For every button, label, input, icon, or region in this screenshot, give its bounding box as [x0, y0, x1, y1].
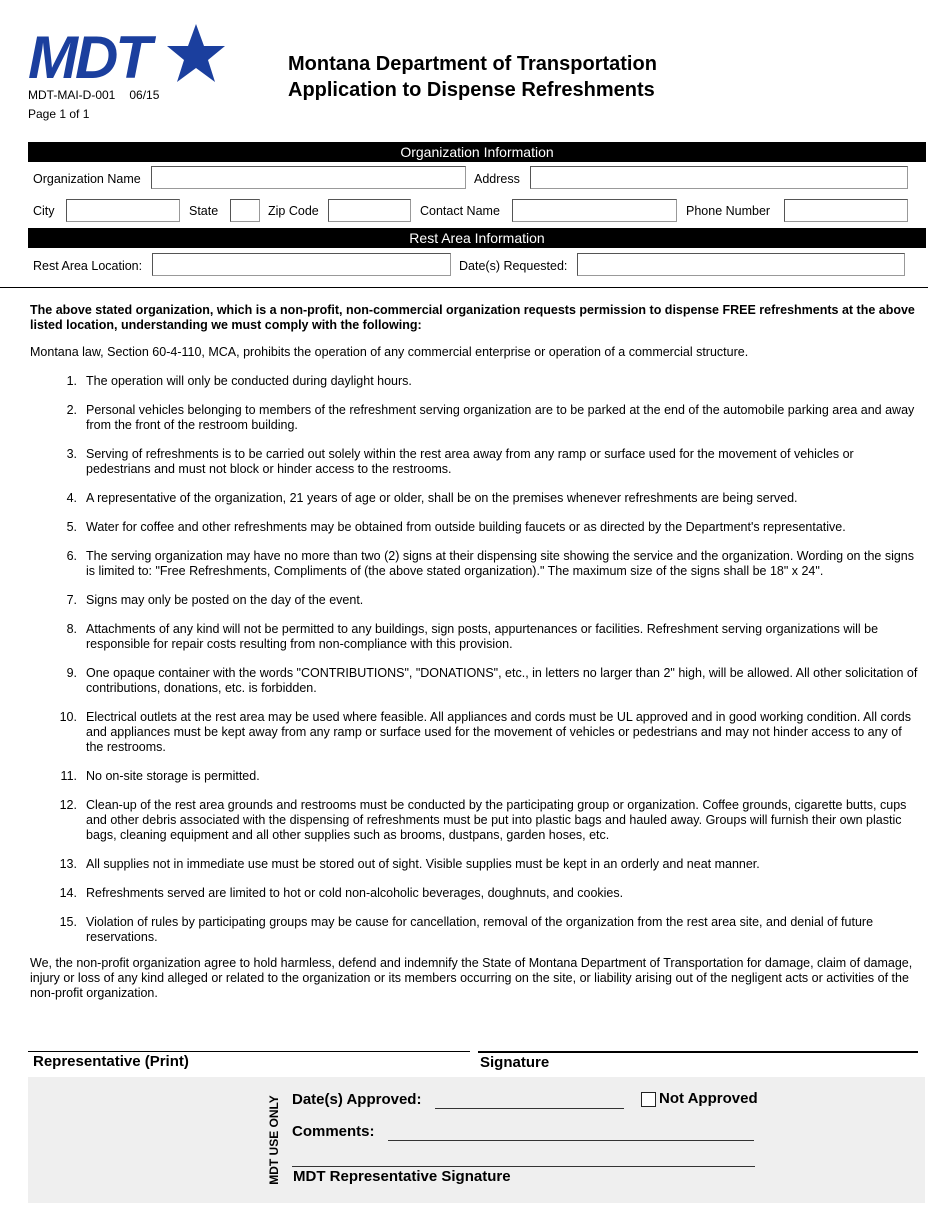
rule-item — [30, 857, 920, 872]
rule-number: 13. — [59, 857, 77, 871]
contact-name-field[interactable] — [512, 199, 677, 222]
dates-requested-label: Date(s) Requested: — [459, 259, 568, 273]
contact-name-input[interactable] — [513, 200, 676, 221]
rule-number: 4. — [66, 491, 77, 505]
page-title-department: Montana Department of Transportation — [288, 53, 657, 75]
phone-number-label: Phone Number — [686, 204, 771, 218]
rule-text: One opaque container with the words "CONTRIBUTIONS", "DONATIONS", etc., in letters no larger than 2" high, will be allowed. All other solicitation of contributions, donations, etc. is forbidden. — [86, 666, 918, 695]
rule-text: No on-site storage is permitted. — [86, 769, 260, 783]
rule-text: Water for coffee and other refreshments may be obtained from outside building faucets or as directed by the Department's representative. — [86, 520, 846, 534]
rule-text: The operation will only be conducted during daylight hours. — [86, 374, 412, 388]
signature-line[interactable] — [478, 1051, 918, 1053]
rest-area-location-field[interactable] — [152, 253, 451, 276]
mdt-logo-text: MDT — [28, 24, 149, 86]
rule-item — [30, 593, 920, 608]
rule-item — [30, 915, 920, 945]
organization-name-label: Organization Name — [33, 172, 141, 186]
logo-star-icon — [167, 24, 225, 82]
rule-number: 10. — [59, 710, 77, 724]
rule-item — [30, 886, 920, 901]
address-label: Address — [474, 172, 520, 186]
rule-text: Refreshments served are limited to hot or cold non-alcoholic beverages, doughnuts, and cookies. — [86, 886, 624, 900]
dates-requested-input[interactable] — [578, 254, 904, 275]
organization-name-input[interactable] — [152, 167, 465, 188]
city-input[interactable] — [67, 200, 179, 221]
rule-text: Serving of refreshments is to be carried out solely within the rest area away from any ramp or surface used for the movement of vehicles or pedestrians and must not block or hinder access to the restrooms. — [86, 447, 854, 476]
rules-list — [30, 374, 920, 959]
law-statement: Montana law, Section 60-4-110, MCA, prohibits the operation of any commercial enterprise or operation of a commercial structure. — [30, 345, 749, 359]
mdt-logo — [26, 22, 226, 86]
representative-print-label: Representative (Print) — [33, 1053, 189, 1070]
dates-approved-line[interactable] — [435, 1108, 624, 1109]
rule-item — [30, 622, 920, 652]
representative-print-line[interactable] — [28, 1051, 470, 1052]
form-date: 06/15 — [129, 88, 160, 102]
rule-number: 7. — [66, 593, 77, 607]
comments-line[interactable] — [388, 1140, 754, 1141]
city-field[interactable] — [66, 199, 180, 222]
rule-text: Signs may only be posted on the day of the event. — [86, 593, 364, 607]
rule-text: The serving organization may have no more than two (2) signs at their dispensing site showing the service and the organization. Wording on the signs is limited to: "Free Refreshments, Compliments of (the above stated organization)." The maximum size of the signs shall be 18" x 24". — [86, 549, 915, 578]
indemnity-statement: We, the non-profit organization agree to hold harmless, defend and indemnify the State of Montana Department of Transportation for damage, claim of damage, injury or loss of any kind alleged or related to the organization or its members occurring on the site, or liability arising out of the negligent acts or activities of the non-profit organization. — [30, 956, 913, 1000]
page-title-form: Application to Dispense Refreshments — [288, 79, 655, 101]
rule-number: 14. — [59, 886, 77, 900]
rule-number: 15. — [59, 915, 77, 929]
mdt-representative-signature-line[interactable] — [292, 1166, 755, 1167]
rule-number: 3. — [66, 447, 77, 461]
dates-approved-label: Date(s) Approved: — [292, 1091, 422, 1108]
organization-name-field[interactable] — [151, 166, 466, 189]
form-number: MDT-MAI-D-001 — [28, 88, 116, 102]
rule-text: Personal vehicles belonging to members of the refreshment serving organization are to be parked at the end of the automobile parking area and away from the front of the restroom building. — [86, 403, 915, 432]
rule-number: 2. — [66, 403, 77, 417]
city-label: City — [33, 204, 55, 218]
rule-number: 11. — [60, 769, 77, 783]
rule-item — [30, 798, 920, 843]
not-approved-label: Not Approved — [659, 1090, 758, 1107]
rule-text: A representative of the organization, 21 years of age or older, shall be on the premises whenever refreshments are being served. — [86, 491, 798, 505]
rule-item — [30, 447, 920, 477]
zip-input[interactable] — [329, 200, 410, 221]
rule-item — [30, 520, 920, 535]
state-input[interactable] — [231, 200, 259, 221]
phone-number-field[interactable] — [784, 199, 908, 222]
page-number: Page 1 of 1 — [28, 107, 90, 121]
rule-number: 12. — [59, 798, 77, 812]
phone-number-input[interactable] — [785, 200, 907, 221]
form-id — [28, 88, 159, 102]
rule-number: 8. — [66, 622, 77, 636]
rule-item — [30, 549, 920, 579]
section-divider — [0, 287, 928, 288]
rule-item — [30, 769, 920, 784]
rule-item — [30, 403, 920, 433]
zip-field[interactable] — [328, 199, 411, 222]
rule-text: Violation of rules by participating groups may be cause for cancellation, removal of the organization from the rest area site, and denial of future reservations. — [86, 915, 874, 944]
rule-number: 9. — [66, 666, 77, 680]
comments-label: Comments: — [292, 1123, 375, 1140]
dates-requested-field[interactable] — [577, 253, 905, 276]
rest-area-location-label: Rest Area Location: — [33, 259, 143, 273]
rule-text: Attachments of any kind will not be permitted to any buildings, sign posts, appurtenances or facilities. Refreshment serving organizations will be responsible for repair costs resulting from non-compliance with this provision. — [86, 622, 879, 651]
rule-number: 1. — [66, 374, 77, 388]
mdt-use-only-label: MDT USE ONLY — [267, 1095, 281, 1185]
rule-text: Clean-up of the rest area grounds and restrooms must be conducted by the participating group or organization. Coffee grounds, cigarette butts, cups and other debris associated with the dispensing of refreshments must be put into plastic bags and hauled away. Groups will furnish their own plastic bags, cleaning equipment and all other supplies such as brooms, dustpans, garden hoses, etc. — [86, 798, 907, 842]
section-header-organization: Organization Information — [28, 142, 926, 162]
rule-item — [30, 491, 920, 506]
contact-name-label: Contact Name — [420, 204, 500, 218]
section-header-rest-area: Rest Area Information — [28, 228, 926, 248]
rest-area-location-input[interactable] — [153, 254, 450, 275]
intro-statement: The above stated organization, which is a non-profit, non-commercial organization requests permission to dispense FREE refreshments at the above listed location, understanding we must comply with the following: — [30, 303, 915, 332]
state-label: State — [189, 204, 219, 218]
address-input[interactable] — [531, 167, 907, 188]
rule-item — [30, 374, 920, 389]
signature-label: Signature — [480, 1054, 550, 1071]
zip-label: Zip Code — [268, 204, 319, 218]
rule-item — [30, 710, 920, 755]
rule-text: All supplies not in immediate use must be stored out of sight. Visible supplies must be kept in an orderly and neat manner. — [86, 857, 760, 871]
rule-item — [30, 666, 920, 696]
rule-number: 6. — [66, 549, 77, 563]
not-approved-checkbox[interactable] — [641, 1092, 656, 1107]
state-field[interactable] — [230, 199, 260, 222]
rule-number: 5. — [66, 520, 77, 534]
address-field[interactable] — [530, 166, 908, 189]
rule-text: Electrical outlets at the rest area may be used where feasible. All appliances and cords must be UL approved and in good working condition. All cords and appliances must be kept away from any ramp or surface used for the movement of vehicles or pedestrians and may not hinder access to any of the restrooms. — [86, 710, 912, 754]
mdt-representative-signature-label: MDT Representative Signature — [293, 1168, 511, 1185]
